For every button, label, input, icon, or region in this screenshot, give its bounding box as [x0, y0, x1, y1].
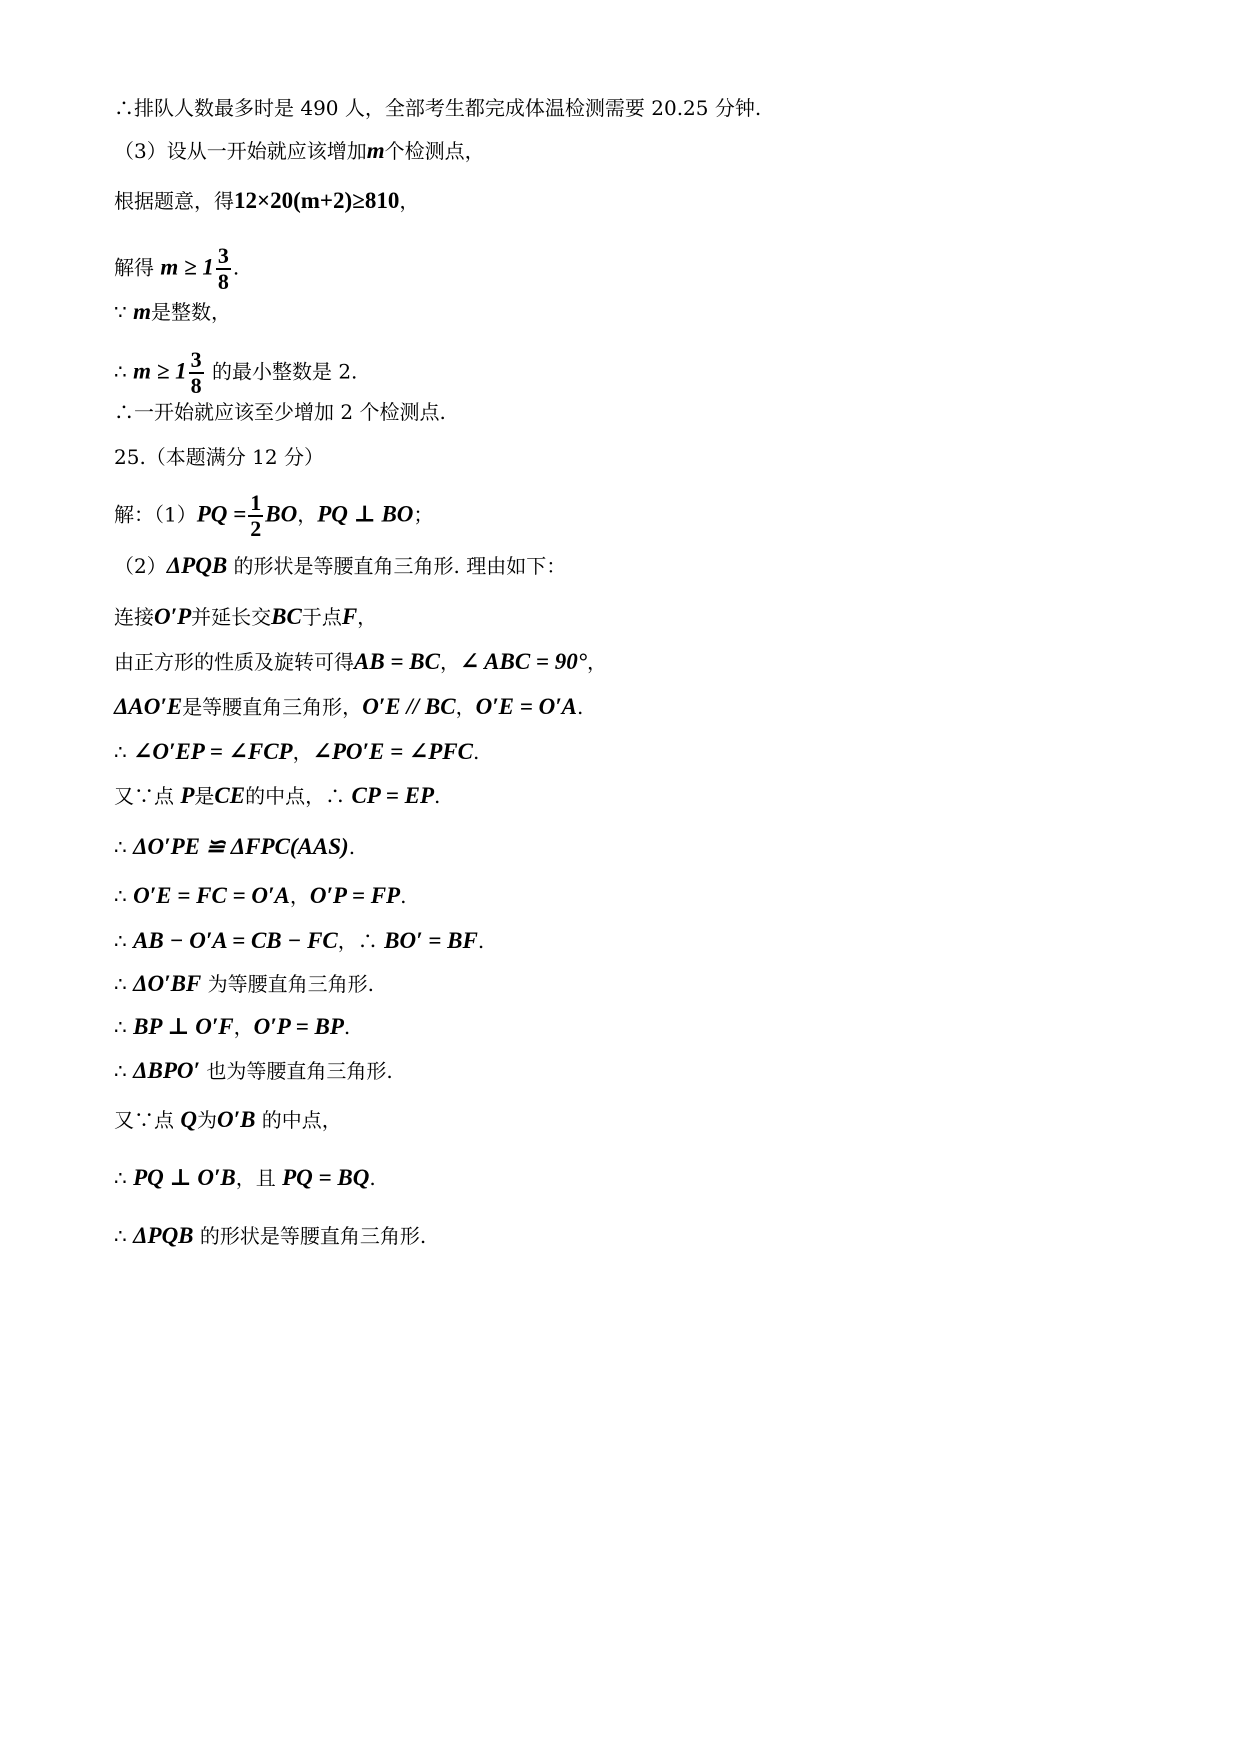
text: 又∵点 [114, 1108, 181, 1132]
fraction-numerator: 3 [190, 347, 202, 372]
text: 也为等腰直角三角形. [199, 1059, 393, 1083]
math-expression: P [180, 783, 195, 808]
text: ， [292, 740, 313, 764]
proof-step [114, 970, 374, 998]
math-expression: CE [214, 783, 246, 808]
math-expression: ΔAO′E [114, 694, 183, 719]
math-expression: PQ ⊥ O′B [133, 1165, 236, 1190]
line-inequality [114, 187, 419, 215]
math-expression: AB = BC [354, 649, 440, 674]
math-expression: CP = EP [351, 783, 435, 808]
math-expression: BP ⊥ O′F [133, 1014, 234, 1039]
text: 并延长交 [191, 605, 272, 629]
proof-step [114, 882, 406, 910]
math-expression: Q [180, 1107, 197, 1132]
math-expression: ΔO′PE ≌ ΔFPC(AAS) [133, 834, 349, 859]
line-conclusion-part2 [114, 94, 761, 122]
fraction [248, 491, 263, 541]
text: ∴ [114, 929, 134, 953]
line-conclusion-part3 [114, 398, 446, 426]
proof-step [114, 738, 479, 766]
proof-step [114, 927, 484, 955]
text: 是 [194, 784, 215, 808]
fraction-numerator: 3 [217, 243, 229, 268]
text: . [472, 740, 480, 764]
proof-step [114, 603, 377, 631]
text: ， [289, 884, 310, 908]
math-expression: m [133, 299, 151, 324]
text: . [343, 1015, 351, 1039]
math-expression: ΔPQB [133, 1223, 194, 1248]
text: ∴ [114, 359, 134, 384]
text: 解得 [114, 255, 161, 280]
text: 又∵点 [114, 784, 181, 808]
text: 个检测点， [384, 139, 485, 163]
math-expression: m ≥ 1 [160, 254, 214, 280]
fraction-denominator: 2 [250, 516, 262, 541]
proof-step [114, 833, 355, 861]
math-expression: O′P = FP [309, 883, 401, 908]
question-25-heading [114, 443, 324, 471]
math-expression: 12×20(m+2)≥810 [234, 188, 400, 213]
proof-step [114, 1013, 350, 1041]
text: 为 [196, 1108, 217, 1132]
math-expression: O′P [154, 604, 192, 629]
text: 是等腰直角三角形， [182, 695, 363, 719]
text: ； [413, 502, 434, 527]
text: 连接 [114, 605, 154, 629]
text: 是整数， [150, 300, 231, 324]
text: ，∴ [337, 929, 385, 953]
text: 的中点， [255, 1108, 342, 1132]
proof-step [114, 1164, 376, 1192]
math-expression: BC [271, 604, 302, 629]
fraction [189, 348, 204, 398]
text: ∴ [114, 1015, 134, 1039]
math-expression: O′P = BP [253, 1014, 344, 1039]
math-expression: PQ ⊥ BO [317, 501, 414, 527]
text: 根据题意，得 [114, 189, 234, 213]
text: ， [455, 695, 476, 719]
text: ，且 [235, 1166, 283, 1190]
text: ， [357, 605, 378, 629]
fraction [216, 244, 231, 294]
text: 的形状是等腰直角三角形. [193, 1224, 427, 1248]
math-expression: ∠ ABC = 90° [459, 649, 587, 674]
text: . [434, 784, 441, 808]
line-integer-condition [114, 298, 231, 326]
proof-conclusion [114, 1222, 426, 1250]
text: （2） [114, 554, 167, 578]
proof-step [114, 693, 583, 721]
text: ， [297, 502, 318, 527]
text: . [577, 695, 584, 719]
math-expression: ∠PO′E = ∠PFC [312, 739, 473, 764]
math-expression: m [366, 138, 385, 163]
text: ∴ [114, 1059, 134, 1083]
text: ∴ [114, 1224, 134, 1248]
text: ∴ [114, 1166, 134, 1190]
text: ∴ [114, 884, 134, 908]
math-expression: ΔO′BF [133, 971, 202, 996]
text: 的最小整数是 2. [205, 359, 358, 384]
proof-step [114, 1057, 393, 1085]
proof-step [114, 648, 607, 676]
math-expression: F [341, 604, 358, 629]
text: ∴ [114, 835, 134, 859]
text: . [232, 255, 240, 280]
math-expression: PQ = [196, 501, 247, 527]
math-expression: O′E = FC = O′A [133, 883, 290, 908]
line-min-integer [114, 348, 357, 398]
line-part1-answer [114, 491, 433, 541]
fraction-denominator: 8 [217, 269, 229, 294]
fraction-numerator: 1 [250, 490, 262, 515]
math-expression: BO [265, 501, 298, 527]
math-expression: AB − O′A = CB − FC [133, 928, 338, 953]
proof-step [114, 1106, 342, 1134]
text: ， [439, 650, 460, 674]
fraction-denominator: 8 [190, 373, 202, 398]
text: . [477, 929, 485, 953]
text: 于点 [301, 605, 342, 629]
math-expression: ∠O′EP = ∠FCP [133, 739, 293, 764]
text: 的形状是等腰直角三角形. 理由如下： [227, 554, 567, 578]
math-expression: m ≥ 1 [133, 358, 187, 384]
text: 由正方形的性质及旋转可得 [114, 650, 354, 674]
line-part3-setup [114, 137, 485, 165]
text: ∴一开始就应该至少增加 2 个检测点. [114, 400, 446, 424]
text: ∴ [114, 972, 134, 996]
math-expression: BO′ = BF [384, 928, 478, 953]
proof-step [114, 782, 440, 810]
text: . [400, 884, 407, 908]
line-solution [114, 244, 239, 294]
math-expression: ΔPQB [166, 553, 228, 578]
math-expression: O′E = O′A [475, 694, 578, 719]
math-expression: O′B [216, 1107, 256, 1132]
line-part2-claim [114, 552, 566, 580]
text: 解：（1） [114, 502, 197, 527]
math-expression: O′E // BC [362, 694, 456, 719]
math-expression: ΔBPO′ [133, 1058, 200, 1083]
text: ， [586, 650, 607, 674]
text: 25.（本题满分 12 分） [114, 445, 324, 469]
math-expression: PQ = BQ [282, 1165, 370, 1190]
text: ∴排队人数最多时是 490 人，全部考生都完成体温检测需要 20.25 分钟. [114, 96, 762, 120]
text: . [369, 1166, 376, 1190]
text: （3）设从一开始就应该增加 [114, 139, 367, 163]
text: ∵ [114, 300, 134, 324]
text: 为等腰直角三角形. [201, 972, 374, 996]
text: . [348, 835, 356, 859]
text: 的中点，∴ [245, 784, 352, 808]
text: ， [233, 1015, 254, 1039]
text: ， [399, 189, 420, 213]
text: ∴ [114, 740, 134, 764]
